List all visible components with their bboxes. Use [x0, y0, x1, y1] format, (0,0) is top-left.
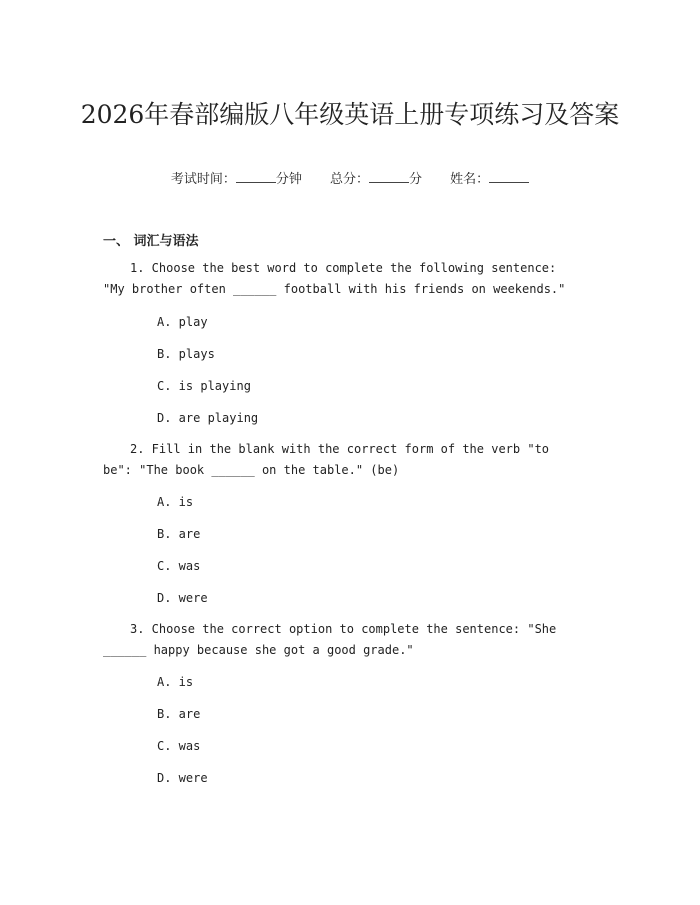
exam-time-label: 考试时间：	[170, 172, 236, 187]
name-label: 姓名：	[450, 172, 490, 187]
question-1-option-b: B. plays	[157, 347, 215, 361]
exam-time-field	[171, 172, 306, 187]
question-1-option-d: D. are playing	[157, 411, 259, 425]
name-field	[450, 172, 529, 187]
total-score-label: 总分：	[329, 172, 369, 187]
question-2: 2. Fill in the blank with the correct form of the verb "to be": "The book ______ on the table." (be)	[103, 442, 550, 477]
question-1-option-c: C. is playing	[157, 379, 251, 393]
question-1: 1. Choose the best word to complete the following sentence: "My brother often ______ football with his friends on weekends."	[103, 261, 566, 296]
question-1-option-a: A. play	[157, 315, 208, 329]
name-blank	[489, 170, 529, 183]
question-3-option-a: A. is	[157, 675, 194, 689]
total-score-blank	[369, 170, 409, 183]
total-score-unit: 分	[409, 172, 423, 187]
document-title: 2026年春部编版八年级英语上册专项练习及答案	[80, 99, 620, 129]
section-heading: 一、 词汇与语法	[103, 234, 199, 249]
question-3-option-b: B. are	[157, 707, 201, 721]
question-2-option-b: B. are	[157, 527, 201, 541]
question-3: 3. Choose the correct option to complete the sentence: "She ______ happy because she got a good grade."	[103, 622, 557, 657]
question-2-option-a: A. is	[157, 495, 194, 509]
exam-time-unit: 分钟	[275, 172, 302, 187]
question-2-option-c: C. was	[157, 559, 201, 573]
exam-time-blank	[236, 170, 276, 183]
exam-info	[0, 168, 700, 187]
question-3-option-d: D. were	[157, 771, 208, 785]
question-3-option-c: C. was	[157, 739, 201, 753]
total-score-field	[330, 172, 426, 187]
question-2-option-d: D. were	[157, 591, 208, 605]
